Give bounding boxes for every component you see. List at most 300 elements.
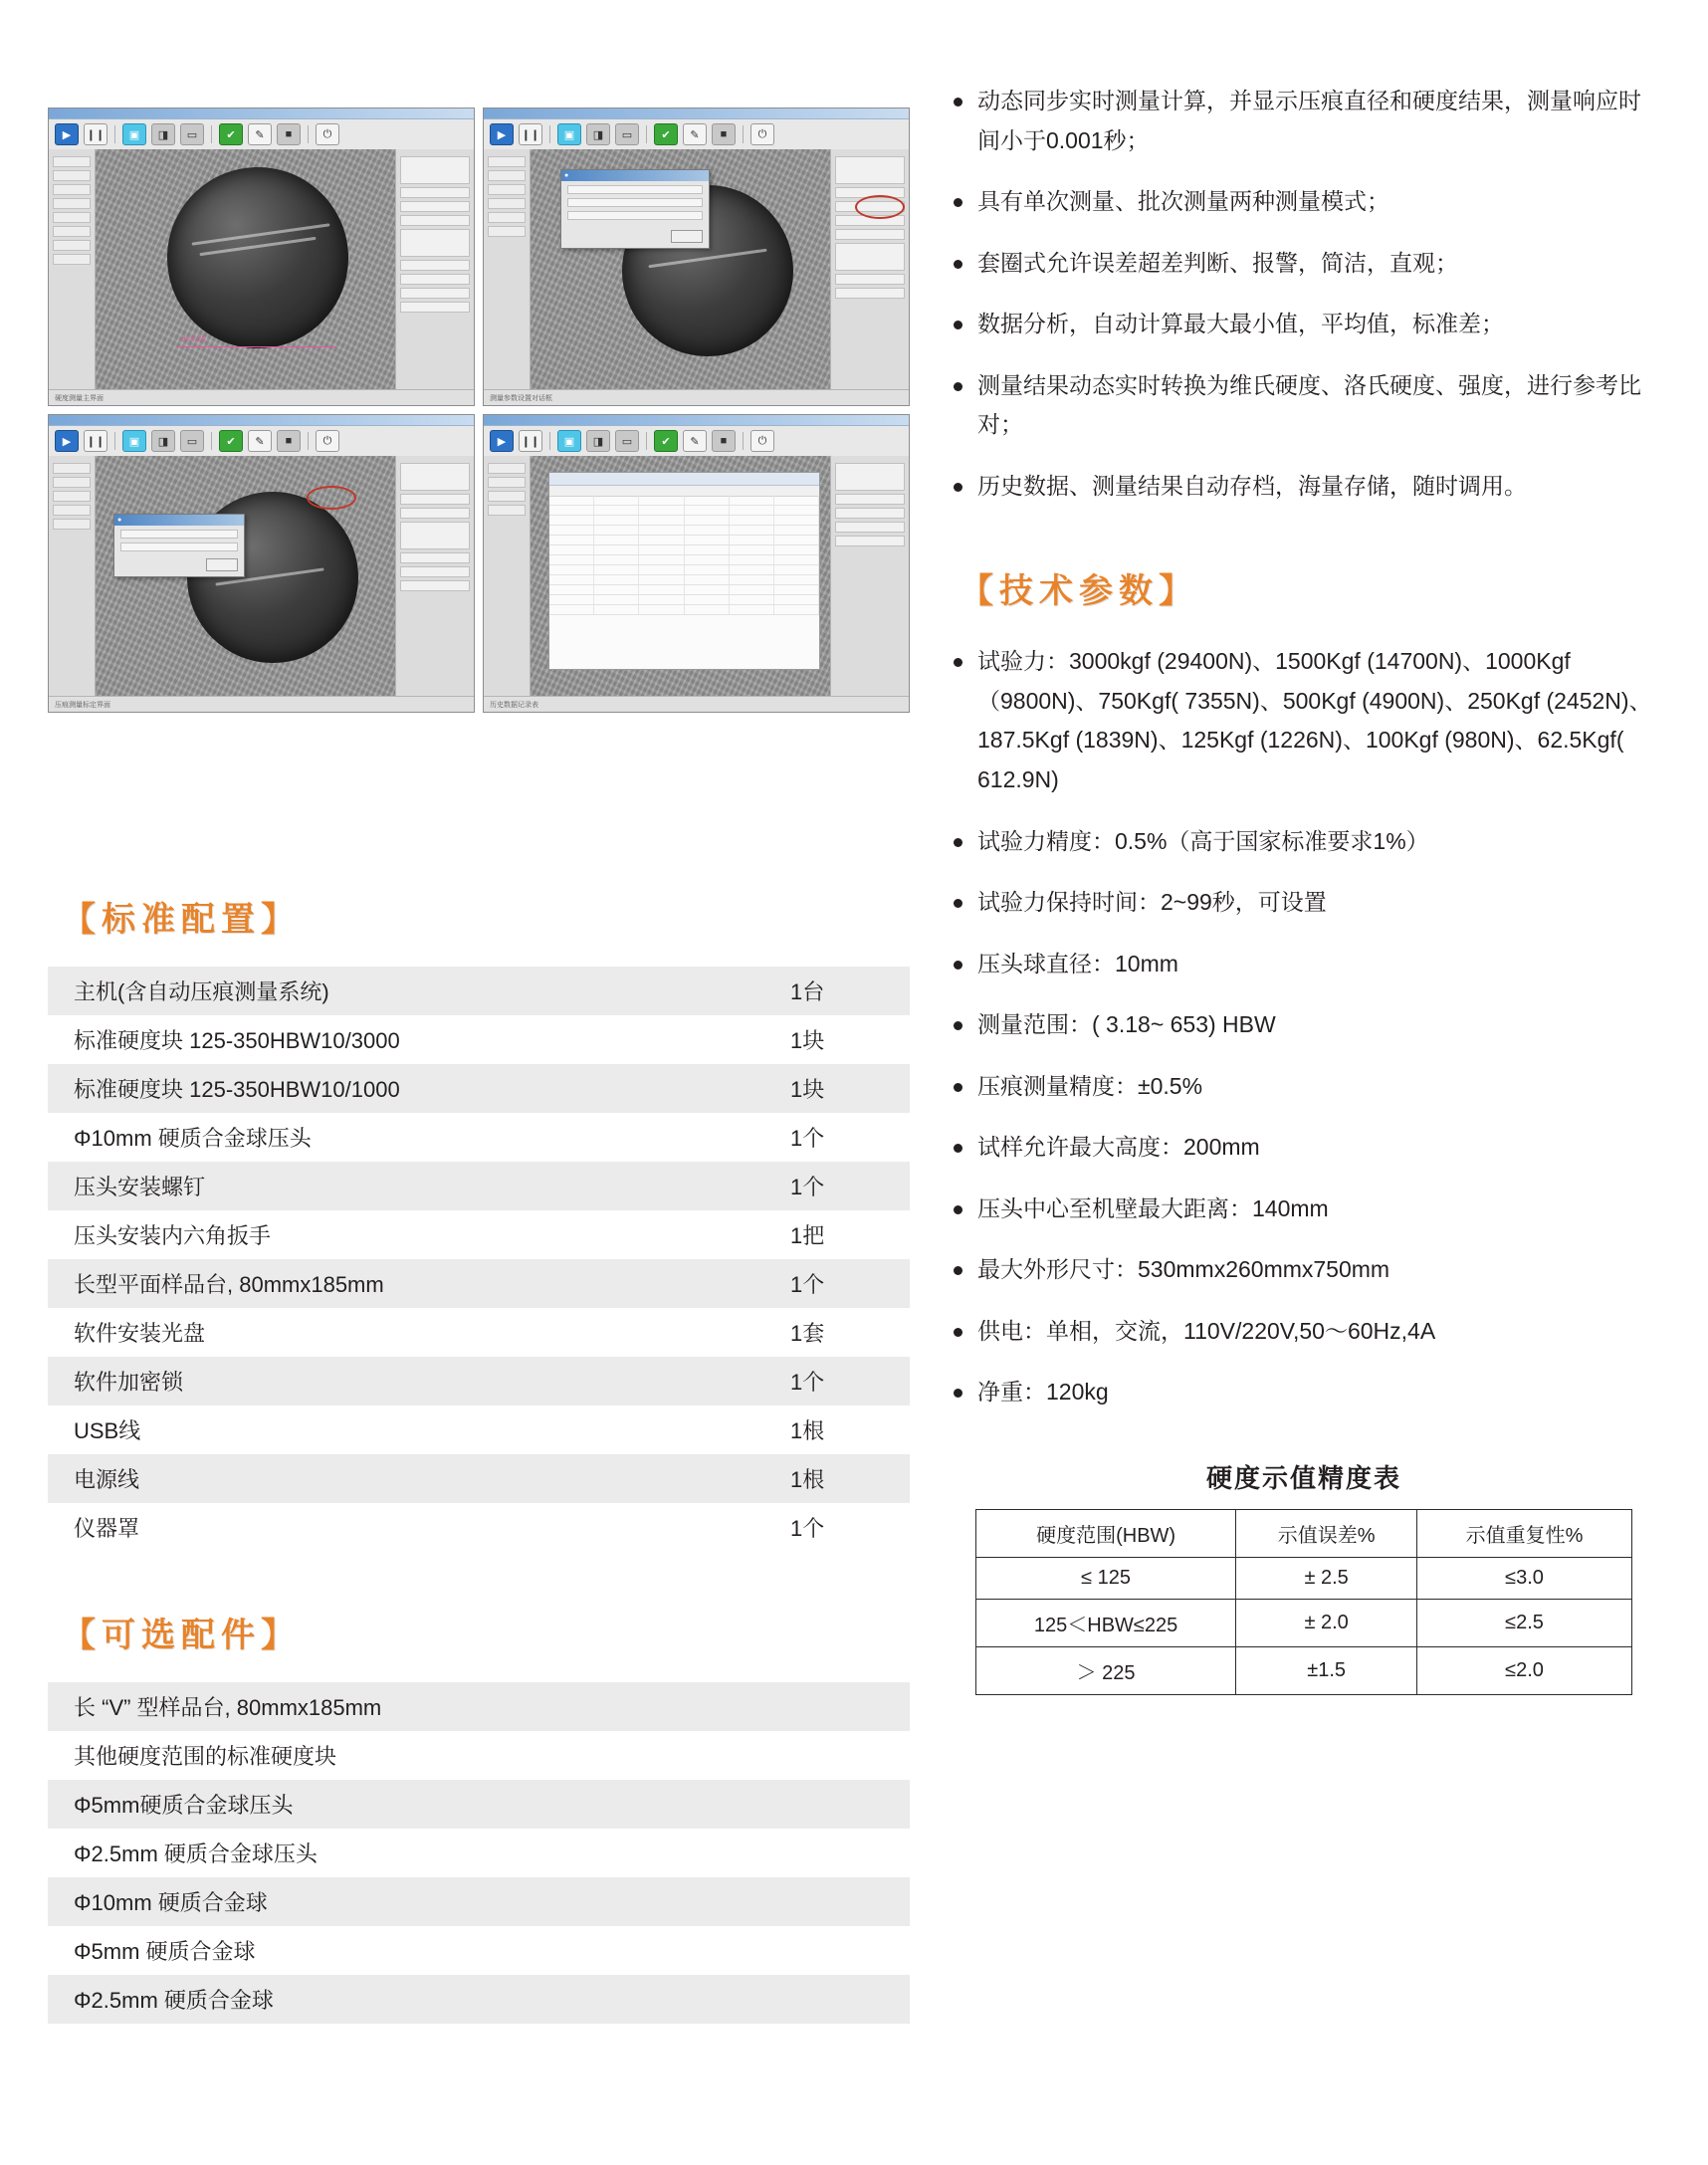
cell-error: ± 2.5 [1236,1558,1417,1600]
table-row[interactable] [549,516,819,526]
table-cell [685,496,730,505]
image-viewport[interactable] [531,149,830,389]
config-qty: 1根 [790,1454,910,1503]
left-tool-panel[interactable] [484,149,531,389]
pause-icon[interactable]: ❙❙ [84,123,107,145]
calibration-dialog[interactable] [113,514,245,577]
left-tool-panel[interactable] [484,456,531,696]
panel-chip [400,552,470,563]
table-cell [730,555,774,564]
screenshot-measurement-dialog-window[interactable] [483,108,910,406]
table-cell [639,526,684,535]
toolbar-separator [743,125,744,143]
table-rows[interactable] [549,496,819,669]
table-row [48,1406,910,1454]
table-cell [774,565,819,574]
standard-config-section [48,892,910,1552]
table-row [976,1647,1632,1695]
table-cell [730,605,774,614]
stop-icon[interactable]: ■ [712,123,736,145]
left-column [48,108,910,2024]
config-qty: 1套 [790,1321,825,1346]
status-caption: 历史数据记录表 [490,701,538,709]
config-qty: 1把 [790,1223,825,1248]
column-header-error: 示值误差% [1236,1510,1417,1558]
table-cell [730,506,774,515]
cell-repeatability: ≤2.0 [1417,1647,1632,1695]
panel-chip [400,201,470,212]
panel-chip [835,536,905,546]
table-row [48,1682,910,1731]
panel-chip [488,156,526,167]
table-cell [774,545,819,554]
config-qty: 1台 [790,967,910,1015]
panel-chip [53,477,91,488]
table-cell [774,526,819,535]
panel-chip [488,212,526,223]
table-row [48,1308,910,1357]
table-cell [774,506,819,515]
measure-line [177,346,336,347]
config-item: 压头安装内六角扳手 [74,1223,272,1248]
dialog-field[interactable] [120,530,238,539]
table-cell [549,516,594,525]
result-readout [400,463,470,491]
panel-chip [400,260,470,271]
tech-param-item: 试验力保持时间：2~99秒，可设置 [946,883,1662,923]
table-header-row [976,1510,1632,1558]
optional-item: 长 “V” 型样品台, 80mmx185mm [48,1682,910,1731]
panel-chip [400,494,470,505]
table-cell [639,585,684,594]
table-cell [594,496,639,505]
feature-list [946,82,1662,506]
tech-param-item: 试验力：3000kgf (29400N)、1500Kgf (14700N)、1000Kgf（9800N)、750Kgf( 7355N)、500Kgf (4900N)、250Kgf (2452N)、187.5Kgf (1839N)、125Kgf (1226N)、100Kgf (980N)、62.5Kgf( 612.9N) [946,642,1662,799]
table-cell [549,585,594,594]
tech-param-item: 最大外形尺寸：530mmx260mmx750mm [946,1250,1662,1290]
table-cell [594,526,639,535]
table-row [48,1113,910,1162]
panel-chip [400,229,470,257]
table-row [48,1731,910,1780]
camera-icon[interactable]: ▣ [557,430,581,452]
table-cell [639,575,684,584]
column-header-repeatability: 示值重复性% [1417,1510,1632,1558]
table-cell [594,536,639,544]
table-cell [549,536,594,544]
tech-param-item: 压头中心至机壁最大距离：140mm [946,1190,1662,1229]
panel-chip [400,508,470,519]
exit-icon[interactable]: ⏻ [750,123,774,145]
window-statusbar [49,389,474,405]
left-tool-panel[interactable] [49,456,96,696]
window-titlebar [49,415,474,426]
result-readout [835,156,905,184]
window-statusbar [484,389,909,405]
toolbar-separator [549,432,550,450]
status-caption: 压痕测量标定界面 [55,701,110,709]
panel-chip [400,274,470,285]
status-caption: 测量参数设置对话框 [490,394,552,402]
table-cell [594,506,639,515]
table-cell [685,585,730,594]
tech-params-list [946,642,1662,1412]
toolbar-separator [308,125,309,143]
table-row[interactable] [549,526,819,536]
tools-icon[interactable]: ✎ [248,430,272,452]
table-row [976,1558,1632,1600]
dialog-field[interactable] [120,542,238,551]
table-cell [685,605,730,614]
window-titlebar [484,108,909,119]
optional-item: Φ2.5mm 硬质合金球压头 [74,1841,318,1866]
table-row[interactable] [549,575,819,585]
panel-chip [835,494,905,505]
table-cell [730,585,774,594]
config-item: 压头安装螺钉 [48,1162,790,1210]
table-cell [594,605,639,614]
panel-chip [400,302,470,313]
panel-chip [53,254,91,265]
feature-item: 套圈式允许误差超差判断、报警，简洁，直观； [946,244,1662,284]
window-body [49,456,474,696]
table-row [48,1015,910,1064]
standard-config-table [48,967,910,1552]
standard-config-heading: 【标准配置】 [62,901,301,939]
panel-chip [400,187,470,198]
stop-icon[interactable]: ■ [277,430,301,452]
toolbar-separator [211,125,212,143]
column-header-range: 硬度范围(HBW) [976,1510,1236,1558]
table-row [48,1064,910,1113]
panel-chip [400,215,470,226]
table-cell [774,496,819,505]
table-row [48,1829,910,1877]
dialog-field[interactable] [567,211,703,220]
panel-chip [835,229,905,240]
optional-parts-heading: 【可选配件】 [62,1617,301,1654]
stop-icon[interactable]: ■ [277,123,301,145]
tech-param-item: 压痕测量精度：±0.5% [946,1067,1662,1107]
cell-range: ＞ 225 [976,1647,1236,1695]
optional-parts-section [48,1608,910,2024]
cell-range: 125＜HBW≤225 [976,1600,1236,1647]
check-icon[interactable]: ✔ [219,430,243,452]
tools-icon[interactable]: ✎ [683,430,707,452]
table-row[interactable] [549,545,819,555]
window-statusbar [484,696,909,712]
tech-params-heading: 【技术参数】 [960,572,1198,611]
panel-chip [835,243,905,271]
table-row[interactable] [549,565,819,575]
panel-chip [488,477,526,488]
result-readout [835,463,905,491]
optional-item: Φ2.5mm 硬质合金球 [48,1975,910,2024]
dialog-field[interactable] [567,185,703,194]
table-cell [685,575,730,584]
window-toolbar[interactable] [49,119,474,150]
tech-param-item: 试验力精度：0.5%（高于国家标准要求1%） [946,822,1662,862]
config-qty: 1个 [790,1357,910,1406]
table-cell [685,545,730,554]
dialog-titlebar: ● [561,170,709,181]
table-cell [730,526,774,535]
toolbar-separator [308,432,309,450]
screenshot-measurement-main-window[interactable] [48,108,475,406]
optional-parts-table [48,1682,910,2024]
image-icon[interactable]: ◨ [586,430,610,452]
optional-item: Φ5mm硬质合金球压头 [48,1780,910,1829]
highlight-annotation [855,195,905,219]
table-cell [774,555,819,564]
panel-chip [53,170,91,181]
config-item: 主机(含自动压痕测量系统) [48,967,790,1015]
table-row[interactable] [549,555,819,565]
panel-chip [53,184,91,195]
right-result-panel[interactable] [830,456,909,696]
table-cell [685,595,730,604]
config-qty: 1个 [790,1516,825,1541]
table-cell [730,496,774,505]
feature-item: 动态同步实时测量计算，并显示压痕直径和硬度结果，测量响应时间小于0.001秒； [946,82,1662,160]
table-cell [774,516,819,525]
table-cell [685,516,730,525]
table-cell [594,565,639,574]
table-cell [730,545,774,554]
panel-chip [488,505,526,516]
window-body [49,149,474,389]
tech-param-item: 供电：单相，交流，110V/220V,50～60Hz,4A [946,1312,1662,1352]
tools-icon[interactable]: ✎ [683,123,707,145]
settings-dialog[interactable] [560,169,710,249]
left-tool-panel[interactable] [49,149,96,389]
table-cell [549,565,594,574]
panel-chip [400,566,470,577]
panel-chip [835,508,905,519]
table-row [48,1503,910,1552]
table-cell [685,506,730,515]
table-cell [594,545,639,554]
image-icon[interactable]: ◨ [151,123,175,145]
accuracy-table-title: 硬度示值精度表 [1205,1463,1401,1494]
panel-chip [488,198,526,209]
window-toolbar[interactable] [484,426,909,457]
toolbar-separator [646,125,647,143]
right-result-panel[interactable] [395,456,474,696]
table-cell [685,555,730,564]
table-cell [549,506,594,515]
optional-item: Φ10mm 硬质合金球 [48,1877,910,1926]
panel-chip [488,226,526,237]
table-cell [594,575,639,584]
config-qty: 1根 [790,1418,825,1443]
folder-icon[interactable]: ▭ [180,430,204,452]
tech-param-item: 试样允许最大高度：200mm [946,1128,1662,1168]
toolbar-separator [743,432,744,450]
table-row[interactable] [549,605,819,615]
table-cell [639,496,684,505]
table-row [48,1357,910,1406]
highlight-annotation [307,486,356,510]
toolbar-separator [646,432,647,450]
right-result-panel[interactable] [395,149,474,389]
panel-chip [835,274,905,285]
table-header [549,473,819,486]
window-toolbar[interactable] [49,426,474,457]
table-row [48,1780,910,1829]
toolbar-separator [211,432,212,450]
config-item: 标准硬度块 125-350HBW10/3000 [74,1028,400,1053]
image-icon[interactable]: ◨ [586,123,610,145]
cell-repeatability: ≤3.0 [1417,1558,1632,1600]
table-cell [549,605,594,614]
cell-error: ± 2.0 [1236,1600,1417,1647]
config-item: 长型平面样品台, 80mmx185mm [48,1259,790,1308]
pause-icon[interactable]: ❙❙ [84,430,107,452]
table-cell [774,536,819,544]
tech-param-item: 净重：120kg [946,1373,1662,1412]
indentation-circle [167,167,348,348]
dialog-ok-button[interactable] [206,558,238,571]
exit-icon[interactable]: ⏻ [316,123,339,145]
table-cell [549,545,594,554]
table-row[interactable] [549,595,819,605]
feature-item: 具有单次测量、批次测量两种测量模式； [946,182,1662,222]
config-item: USB线 [74,1418,141,1443]
config-qty: 1块 [790,1028,825,1053]
check-icon[interactable]: ✔ [219,123,243,145]
table-cell [594,516,639,525]
toolbar-separator [114,432,115,450]
table-cell [549,555,594,564]
play-icon[interactable]: ▶ [55,430,79,452]
dialog-ok-button[interactable] [671,230,703,243]
table-row[interactable] [549,585,819,595]
camera-icon[interactable]: ▣ [557,123,581,145]
panel-chip [53,212,91,223]
config-item: Φ10mm 硬质合金球压头 [74,1126,312,1151]
table-cell [639,516,684,525]
feature-item: 数据分析，自动计算最大最小值，平均值，标准差； [946,305,1662,344]
play-icon[interactable]: ▶ [490,123,514,145]
feature-item: 历史数据、测量结果自动存档，海量存储，随时调用。 [946,467,1662,507]
table-cell [594,585,639,594]
screenshot-measurement-settings-window[interactable] [48,414,475,713]
toolbar-separator [549,125,550,143]
image-viewport[interactable] [531,456,830,696]
folder-icon[interactable]: ▭ [615,123,639,145]
result-readout [400,156,470,184]
table-cell [639,605,684,614]
window-toolbar[interactable] [484,119,909,150]
measure-value-label: d=4.25 [181,334,206,343]
config-item: 软件加密锁 [48,1357,790,1406]
panel-chip [53,226,91,237]
feature-item: 测量结果动态实时转换为维氏硬度、洛氏硬度、强度，进行参考比对； [946,366,1662,445]
panel-chip [53,519,91,530]
stop-icon[interactable]: ■ [712,430,736,452]
cell-range: ≤ 125 [976,1558,1236,1600]
panel-chip [53,463,91,474]
table-cell [685,565,730,574]
panel-chip [400,522,470,549]
image-viewport[interactable] [96,456,395,696]
optional-item: Φ5mm 硬质合金球 [74,1939,256,1964]
table-cell [774,605,819,614]
table-row [48,1975,910,2024]
table-cell [639,555,684,564]
table-cell [774,595,819,604]
panel-chip [488,184,526,195]
config-qty: 1个 [790,1162,910,1210]
config-item: 仪器罩 [74,1516,140,1541]
table-row [48,1454,910,1503]
tools-icon[interactable]: ✎ [248,123,272,145]
history-data-table[interactable] [548,472,820,670]
image-viewport[interactable] [96,149,395,389]
panel-chip [835,522,905,533]
table-row[interactable] [549,496,819,506]
right-result-panel[interactable] [830,149,909,389]
table-row [48,1162,910,1210]
panel-chip [488,491,526,502]
check-icon[interactable]: ✔ [654,123,678,145]
exit-icon[interactable]: ⏻ [316,430,339,452]
panel-chip [53,198,91,209]
folder-icon[interactable]: ▭ [180,123,204,145]
play-icon[interactable]: ▶ [490,430,514,452]
exit-icon[interactable]: ⏻ [750,430,774,452]
check-icon[interactable]: ✔ [654,430,678,452]
table-cell [730,536,774,544]
table-row [48,967,910,1015]
panel-chip [53,505,91,516]
dialog-field[interactable] [567,198,703,207]
camera-icon[interactable]: ▣ [122,123,146,145]
cell-error: ±1.5 [1236,1647,1417,1695]
table-row [48,1926,910,1975]
panel-chip [835,288,905,299]
table-cell [549,526,594,535]
table-cell [685,536,730,544]
panel-chip [400,288,470,299]
table-cell [639,595,684,604]
play-icon[interactable]: ▶ [55,123,79,145]
accuracy-table [975,1509,1632,1695]
table-cell [685,526,730,535]
panel-chip [488,170,526,181]
pause-icon[interactable]: ❙❙ [519,123,542,145]
screenshot-measurement-data-window[interactable] [483,414,910,713]
config-qty: 1个 [790,1126,825,1151]
optional-item: 其他硬度范围的标准硬度块 [74,1744,337,1769]
config-item: 电源线 [48,1454,790,1503]
pause-icon[interactable]: ❙❙ [519,430,542,452]
folder-icon[interactable]: ▭ [615,430,639,452]
table-row [48,1259,910,1308]
tech-param-item: 测量范围：( 3.18~ 653) HBW [946,1005,1662,1045]
panel-chip [400,580,470,591]
config-qty: 1个 [790,1259,910,1308]
table-cell [639,506,684,515]
camera-icon[interactable]: ▣ [122,430,146,452]
table-row[interactable] [549,536,819,545]
table-row[interactable] [549,506,819,516]
table-cell [730,595,774,604]
table-cell [594,555,639,564]
toolbar-separator [114,125,115,143]
image-icon[interactable]: ◨ [151,430,175,452]
